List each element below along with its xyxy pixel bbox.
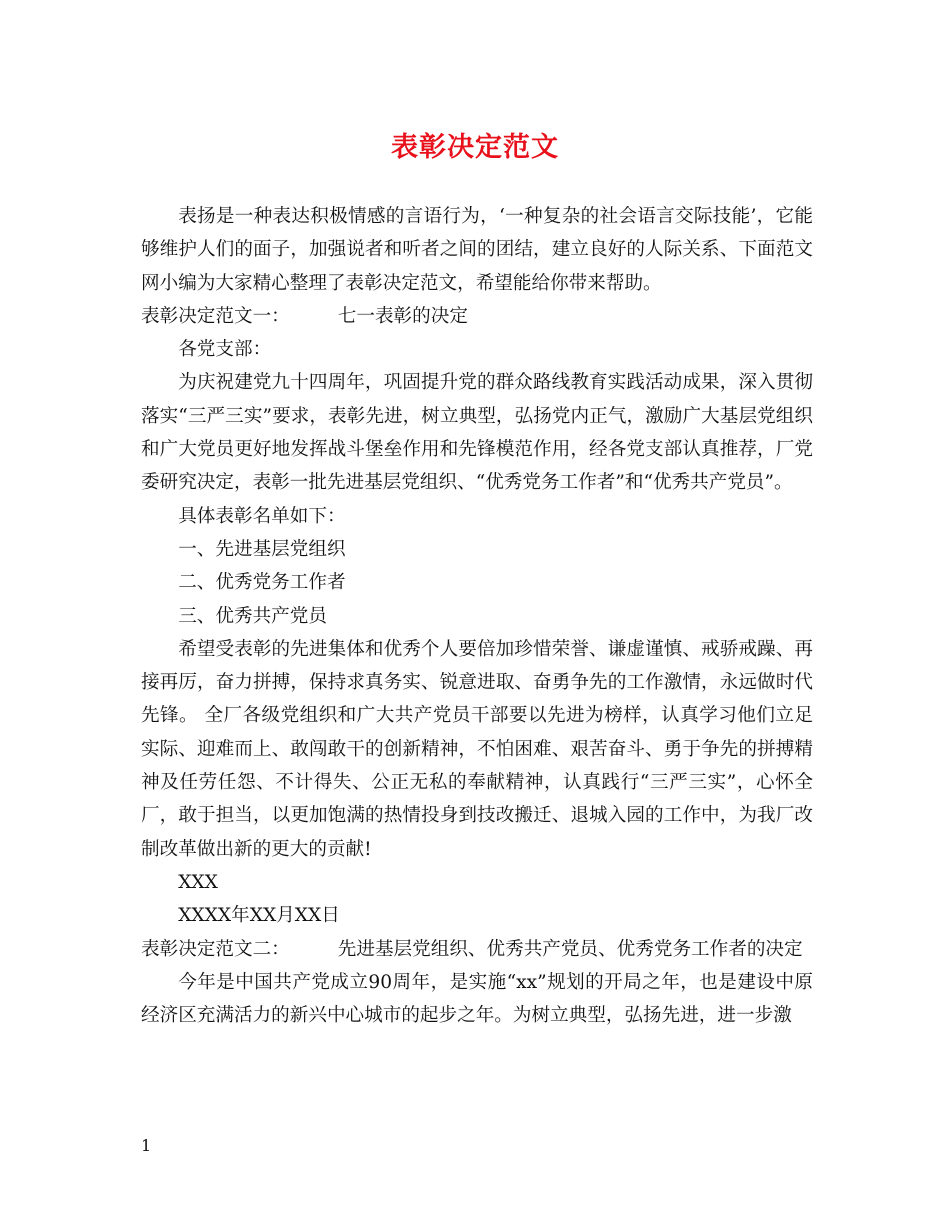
page-number: 1 bbox=[141, 1136, 152, 1155]
sample-1-title: 七一表彰的决定 bbox=[337, 305, 468, 327]
list-intro: 具体表彰名单如下： bbox=[178, 505, 346, 527]
intro-paragraph: 表扬是一种表达积极情感的言语行为，‘一种复杂的社会语言交际技能’，它能够维护人们的面子，加强说者和听者之间的团结，建立良好的人际关系、下面范文网小编为大家精心整理了表彰决定范文，希望能给你带来帮助。 bbox=[141, 206, 813, 294]
list-item: 一、先进基层党组织 bbox=[178, 538, 346, 560]
document-body bbox=[141, 200, 813, 1032]
sample-2-label: 表彰决定范文二： bbox=[141, 938, 290, 960]
salutation: 各党支部： bbox=[178, 339, 272, 361]
sample-2-paragraph-1: 今年是中国共产党成立90周年，是实施“xx”规划的开局之年，也是建设中原经济区充满活力的新兴中心城市的起步之年。为树立典型，弘扬先进，进一步激 bbox=[141, 971, 813, 1027]
sample-1-paragraph-2: 希望受表彰的先进集体和优秀个人要倍加珍惜荣誉、谦虚谨慎、戒骄戒躁、再接再厉，奋力拼搏，保持求真务实、锐意进取、奋勇争先的工作激情，永远做时代先锋。 全厂各级党组织和广大共产党员干部要以先进为榜样，认真学习他们立足实际、迎难而上、敢闯敢干的创新精神，不怕困难、艰苦奋斗、勇于争先的拼搏精神及任劳任怨、不计得失、公正无私的奉献精神，认真践行“三严三实”，心怀全厂，敢于担当，以更加饱满的热情投身到技改搬迁、退城入园的工作中，为我厂改制改革做出新的更大的贡献! bbox=[141, 638, 813, 860]
sample-1-label: 表彰决定范文一： bbox=[141, 305, 290, 327]
sample-1-heading bbox=[141, 300, 813, 333]
list-item: 三、优秀共产党员 bbox=[178, 605, 327, 627]
sample-2-title: 先进基层党组织、优秀共产党员、优秀党务工作者的决定 bbox=[337, 938, 803, 960]
sample-1-paragraph-1: 为庆祝建党九十四周年，巩固提升党的群众路线教育实践活动成果，深入贯彻落实“三严三实”要求，表彰先进，树立典型，弘扬党内正气，激励广大基层党组织和广大党员更好地发挥战斗堡垒作用和先锋模范作用，经各党支部认真推荐，厂党委研究决定，表彰一批先进基层党组织、“优秀党务工作者”和“优秀共产党员”。 bbox=[141, 372, 813, 494]
document-title: 表彰决定范文 bbox=[391, 132, 559, 163]
date: XXXX年XX月XX日 bbox=[178, 905, 340, 927]
list-item: 二、优秀党务工作者 bbox=[178, 572, 346, 594]
sample-2-heading bbox=[141, 933, 813, 966]
signature: XXX bbox=[178, 871, 218, 893]
